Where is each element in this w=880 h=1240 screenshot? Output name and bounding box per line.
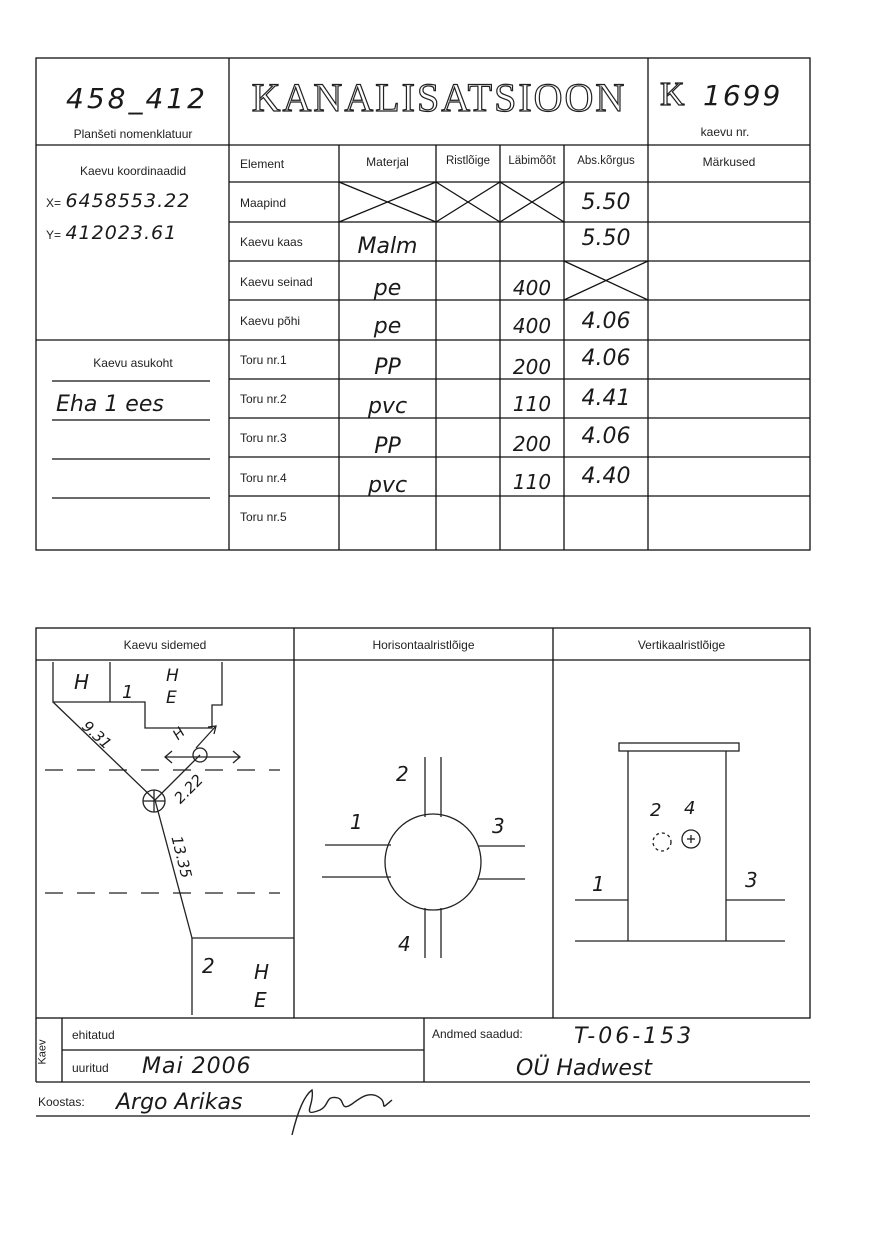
row-elevation: 4.06 (581, 346, 631, 371)
vsec-pipe-1: 1 (592, 872, 605, 896)
row-material: Malm (357, 234, 418, 259)
row-element: Kaevu põhi (240, 314, 301, 328)
col-elevation: Abs.kõrgus (577, 155, 635, 167)
compiled-value: Argo Arikas (116, 1090, 243, 1115)
row-diameter: 110 (512, 392, 552, 416)
connections-title: Kaevu sidemed (123, 638, 207, 652)
plan-number: 458_412 (66, 82, 208, 115)
row-elevation: 4.06 (581, 309, 631, 334)
vsec-pipe-3: 3 (745, 868, 758, 892)
row-material: pe (373, 314, 402, 339)
row-element: Kaevu seinad (240, 275, 313, 289)
col-material: Materjal (366, 155, 409, 169)
horizontal-section-sketch (322, 757, 525, 958)
row-element: Toru nr.5 (240, 510, 287, 524)
row-element: Kaevu kaas (240, 235, 303, 249)
data-label: Andmed saadud: (432, 1027, 523, 1041)
y-value: 412023.61 (65, 222, 178, 244)
row-diameter: 200 (512, 355, 552, 379)
row-element: Toru nr.1 (240, 353, 287, 367)
col-diameter: Läbimõõt (508, 155, 556, 167)
house2-h: H (254, 960, 270, 984)
row-diameter: 400 (512, 276, 552, 300)
location-label: Kaevu asukoht (93, 356, 173, 370)
row-element: Toru nr.2 (240, 392, 287, 406)
row-elevation: 5.50 (581, 190, 631, 215)
row-elevation: 4.41 (581, 386, 631, 411)
row-elevation: 4.40 (581, 464, 631, 489)
side-label: Kaev (36, 1039, 49, 1065)
horizontal-title: Horisontaalristlõige (372, 638, 475, 652)
row-material: pe (373, 276, 402, 301)
well-number: 1699 (703, 79, 783, 112)
row-element: Toru nr.4 (240, 471, 287, 485)
compiled-label: Koostas: (38, 1095, 85, 1109)
x-value: 6458553.22 (65, 190, 191, 212)
hsec-pipe-3: 3 (492, 814, 505, 838)
row-element: Toru nr.3 (240, 431, 287, 445)
row-elevation: 5.50 (581, 226, 631, 251)
house1-number: 1 (122, 682, 134, 703)
coords-label: Kaevu koordinaadid (79, 164, 187, 178)
form-title: KANALISATSIOON (251, 75, 627, 120)
row-material: pvc (367, 394, 408, 419)
surveyed-label: uuritud (72, 1061, 109, 1075)
house1-h: H (74, 670, 90, 694)
distance-1: 9.31 (78, 717, 116, 753)
built-label: ehitatud (72, 1028, 115, 1042)
distance-3: 13.35 (167, 833, 196, 881)
well-label: kaevu nr. (700, 125, 750, 139)
distance-2: 2.22 (170, 770, 207, 808)
surveyed-value: Mai 2006 (142, 1054, 252, 1079)
hsec-pipe-2: 2 (396, 762, 409, 786)
x-prefix: X= (46, 196, 62, 210)
vertical-title: Vertikaalristlõige (637, 638, 726, 652)
row-material: PP (374, 355, 401, 380)
vertical-section-sketch (575, 743, 785, 941)
hsec-pipe-1: 1 (350, 810, 363, 834)
row-diameter: 400 (512, 314, 552, 338)
data-source-number: T-06-153 (574, 1024, 695, 1049)
col-element: Element (240, 157, 285, 171)
row-elevation: 4.06 (581, 424, 631, 449)
vsec-pipe-2: 2 (650, 800, 662, 821)
house2-number: 2 (202, 954, 215, 978)
row-material: PP (374, 434, 401, 459)
row-diameter: 200 (512, 432, 552, 456)
col-cross: Ristlõige (445, 155, 491, 167)
house1-h2: H (166, 666, 179, 686)
location-value: Eha 1 ees (56, 392, 164, 417)
hydrant-label: H (169, 724, 189, 744)
row-diameter: 110 (512, 470, 552, 494)
house1-e: E (166, 688, 177, 708)
data-source-company: OÜ Hadwest (516, 1056, 653, 1081)
row-element: Maapind (240, 196, 287, 210)
house2-e: E (254, 988, 267, 1012)
y-prefix: Y= (46, 228, 62, 242)
col-notes: Märkused (702, 155, 756, 169)
vsec-pipe-4: 4 (684, 798, 696, 819)
hsec-pipe-4: 4 (398, 932, 411, 956)
plan-label: Planšeti nomenklatuur (73, 127, 193, 141)
row-material: pvc (367, 473, 408, 498)
well-prefix: K (660, 76, 685, 113)
